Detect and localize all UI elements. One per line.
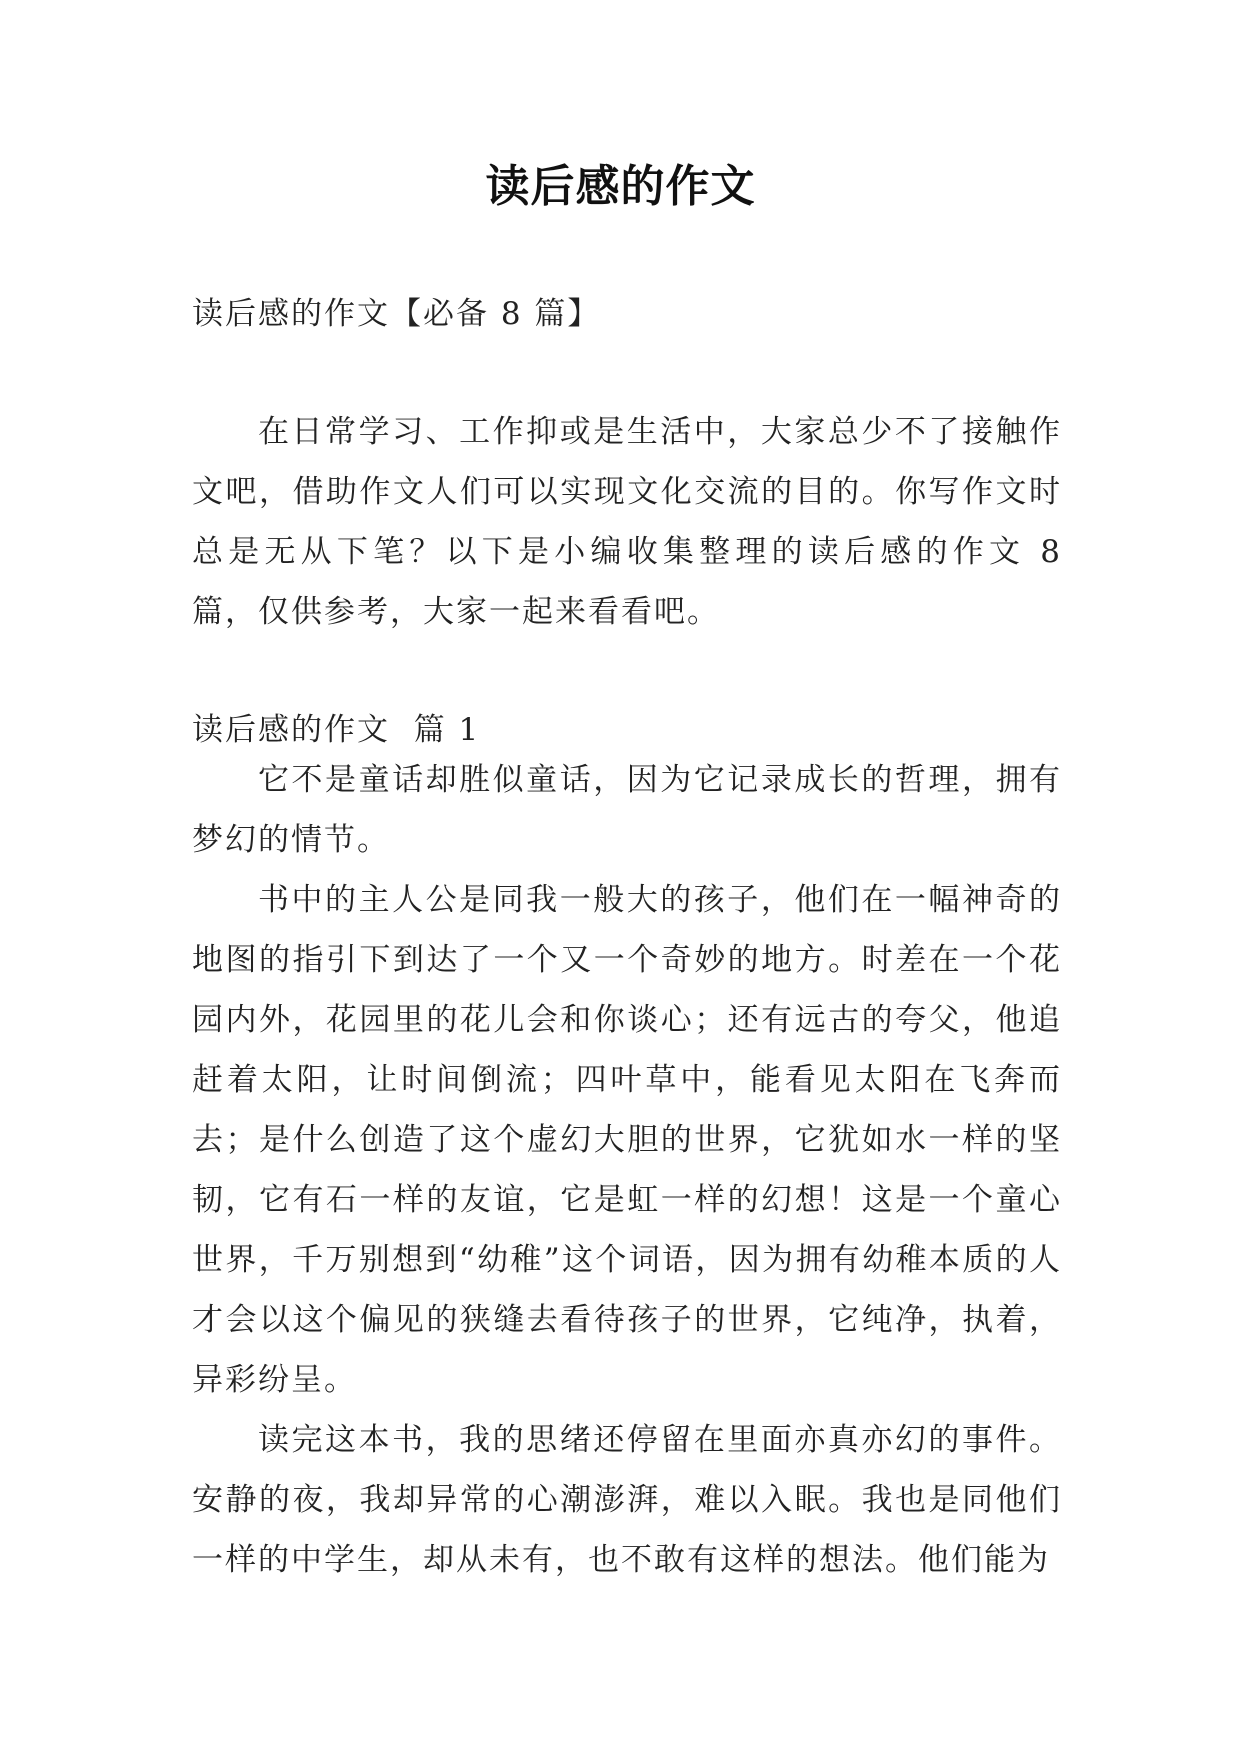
paragraph: 读完这本书，我的思绪还停留在里面亦真亦幻的事件。安静的夜，我却异常的心潮澎湃，难以入眠。我也是同他们一样的中学生，却从未有，也不敢有这样的想法。他们能为	[192, 1422, 1062, 1578]
intro-paragraph: 在日常学习、工作抑或是生活中，大家总少不了接触作文吧，借助作文人们可以实现文化交流的目的。你写作文时总是无从下笔？以下是小编收集整理的读后感的作文 8 篇，仅供参考，大家一起来看看吧。	[192, 414, 1062, 630]
document-subtitle: 读后感的作文【必备 8 篇】	[192, 296, 601, 332]
section-heading: 读后感的作文 篇 1	[192, 712, 481, 748]
paragraph: 书中的主人公是同我一般大的孩子，他们在一幅神奇的地图的指引下到达了一个又一个奇妙的地方。时差在一个花园内外，花园里的花儿会和你谈心；还有远古的夸父，他追赶着太阳，让时间倒流；四叶草中，能看见太阳在飞奔而去；是什么创造了这个虚幻大胆的世界，它犹如水一样的坚韧，它有石一样的友谊，它是虹一样的幻想！这是一个童心世界，千万别想到“幼稚”这个词语，因为拥有幼稚本质的人才会以这个偏见的狭缝去看待孩子的世界，它纯净，执着，异彩纷呈。	[192, 882, 1062, 1398]
paragraph: 它不是童话却胜似童话，因为它记录成长的哲理，拥有梦幻的情节。	[192, 762, 1062, 858]
document-title: 读后感的作文	[485, 161, 756, 212]
section-content	[192, 750, 1062, 1590]
